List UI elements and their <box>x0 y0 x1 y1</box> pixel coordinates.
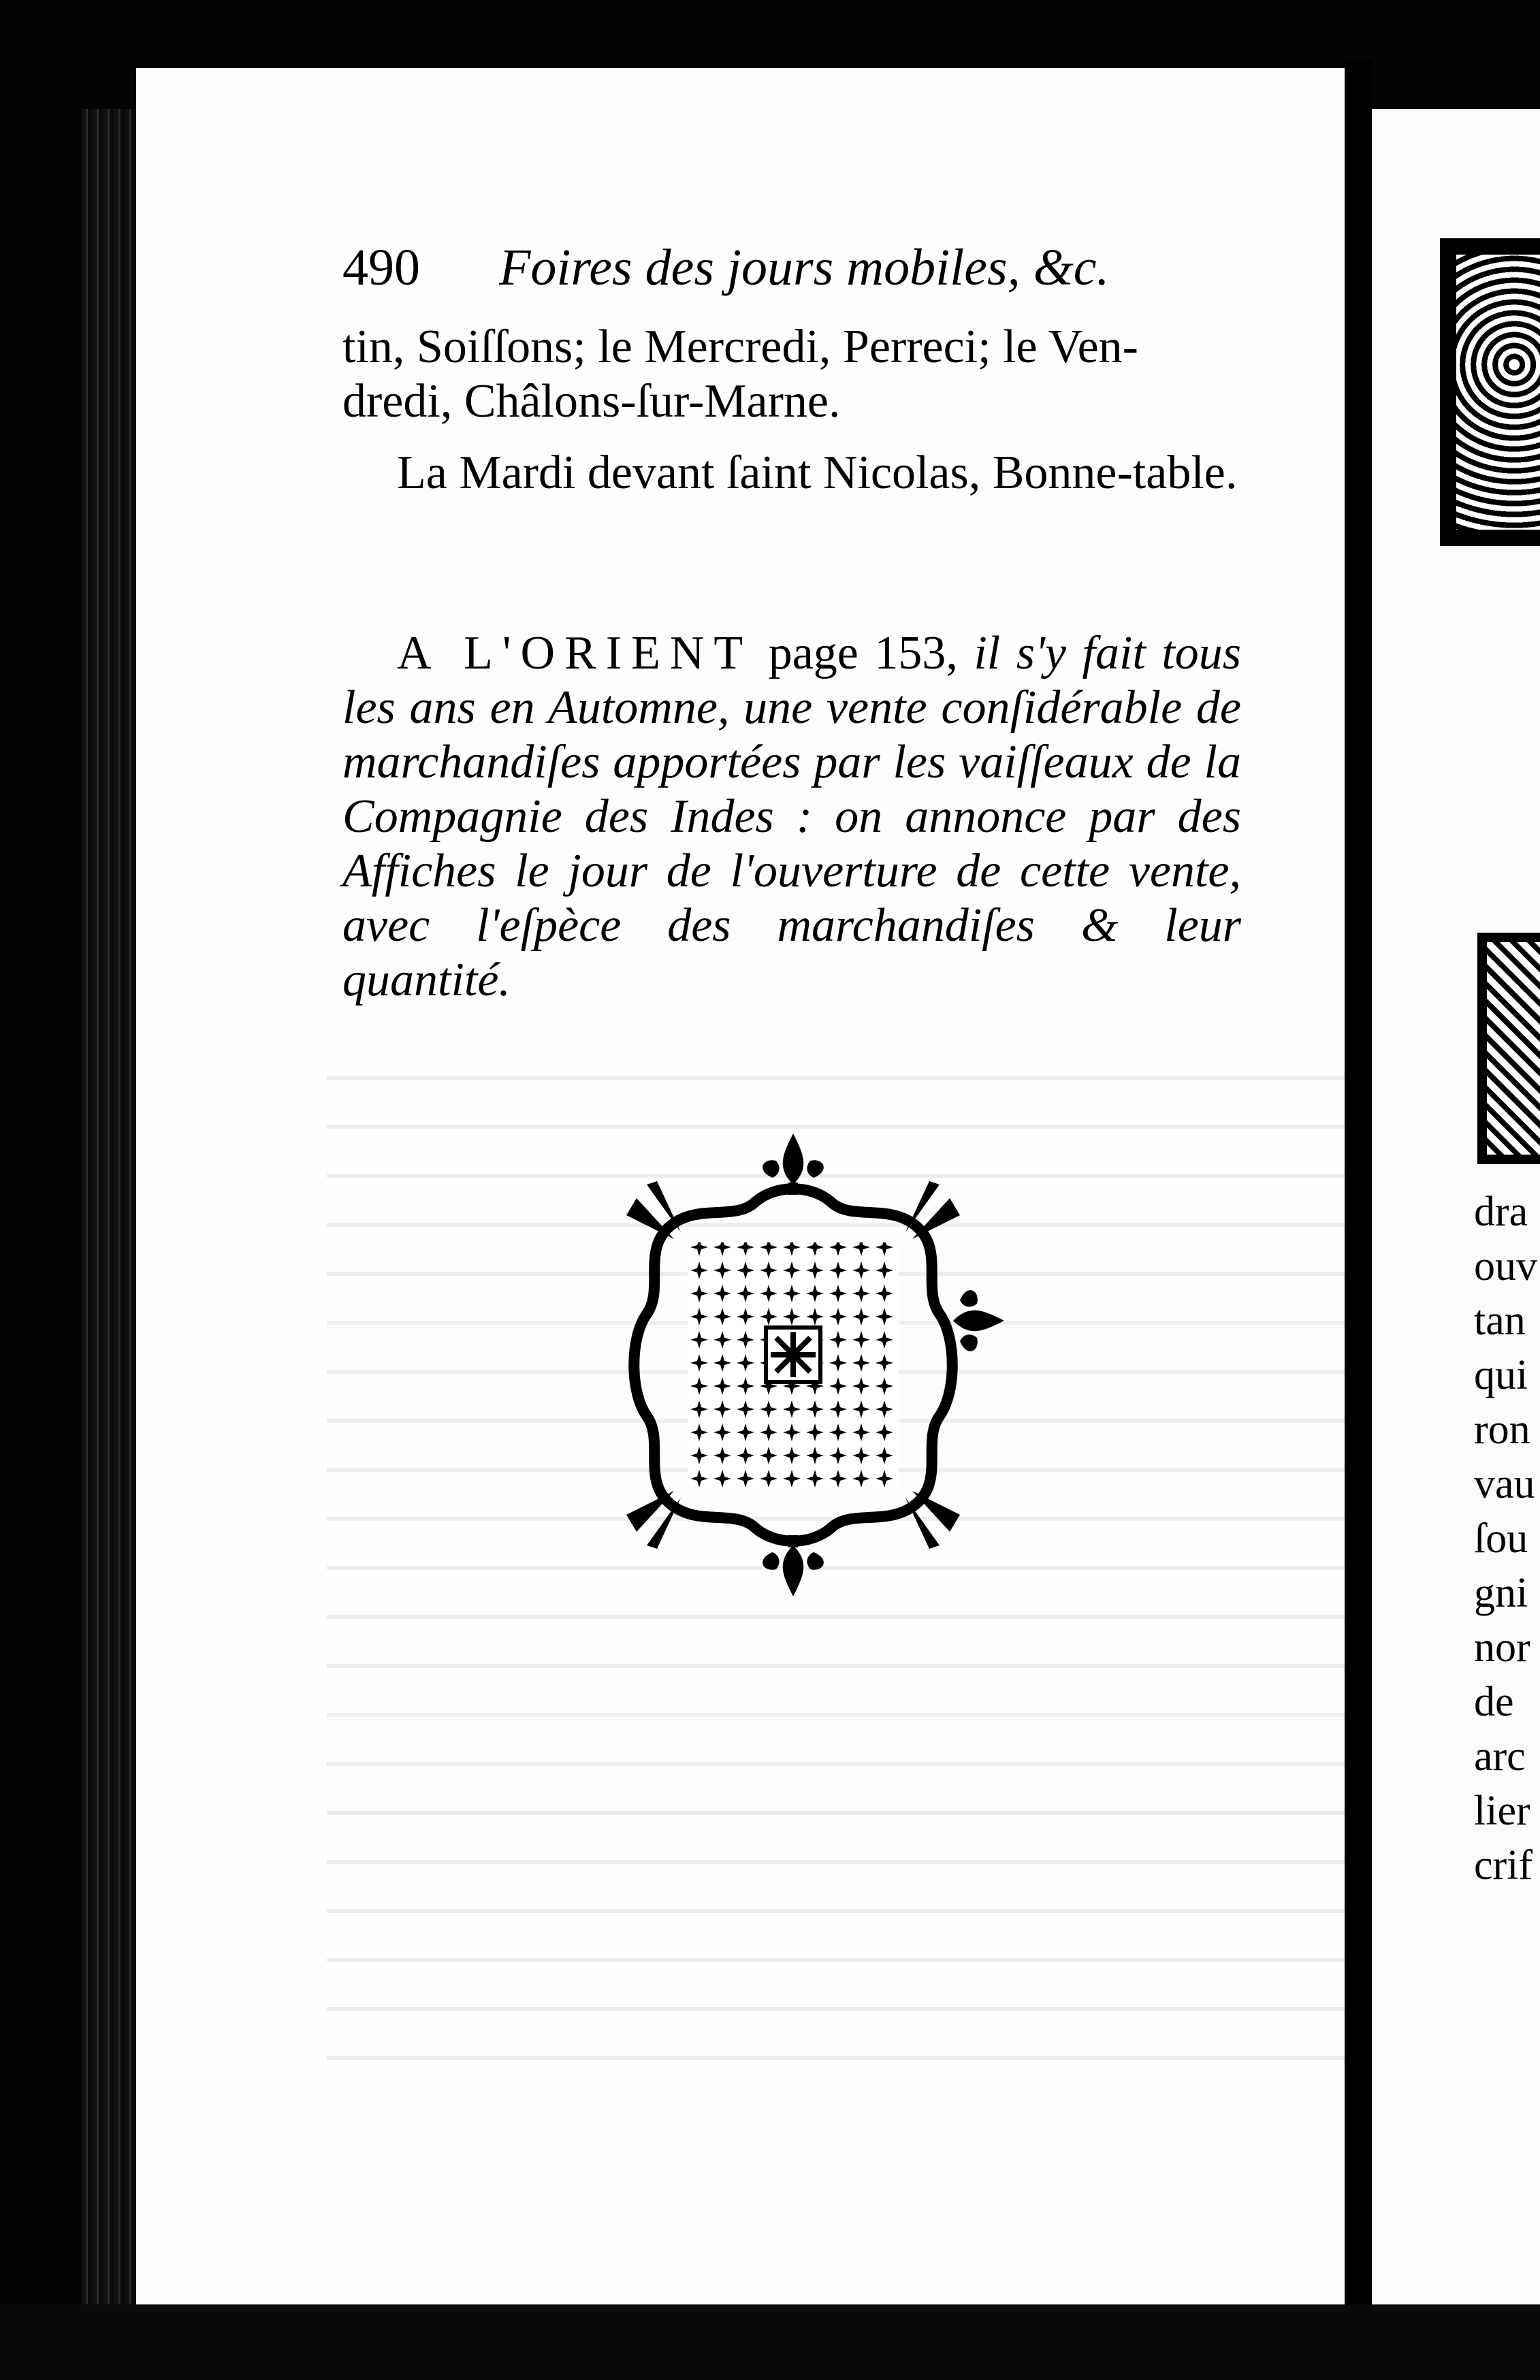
facing-page-text <box>1474 1185 1537 1893</box>
text-fragment: vau <box>1474 1461 1535 1507</box>
text-fragment: ſou <box>1474 1515 1528 1562</box>
book-gutter <box>1345 61 1372 2308</box>
text-fragment: gni <box>1474 1570 1528 1616</box>
page-reference: page 153, <box>768 627 958 679</box>
running-title: Foires des jours mobiles, &c. <box>499 239 1110 296</box>
text-fragment: qui <box>1474 1352 1528 1398</box>
facing-page <box>1372 109 1540 2308</box>
text-fragment: crif <box>1474 1842 1533 1888</box>
fleur-right-icon <box>953 1290 1004 1351</box>
decorated-initial <box>1477 933 1540 1164</box>
page-number: 490 <box>342 239 420 296</box>
paragraph-continuation <box>342 320 1241 429</box>
text-fragment: ron <box>1474 1406 1530 1453</box>
paragraph-lorient <box>342 626 1241 1008</box>
book-edge <box>82 109 136 2308</box>
paragraph-text: il s'y fait tous les ans en Automne, une vente conſidérable de marchandiſes apportées par les vaiſſeaux de la Compagnie des Indes : on annonce par des Affiches le jour de l'ouverture de cette vente, avec l'eſpèce des marchandiſes & leur quantité. <box>342 627 1242 1006</box>
fleuron-ornament <box>572 1120 1014 1610</box>
text-line: dredi, Châlons-ſur-Marne. <box>342 375 841 428</box>
text-fragment: tan <box>1474 1298 1526 1344</box>
paragraph-bonnetable: La Mardi devant ſaint Nicolas, Bonne-table. <box>397 447 1238 499</box>
text-fragment: de <box>1474 1679 1514 1725</box>
text-fragment: lier <box>1474 1788 1530 1834</box>
scan-bottom-edge <box>0 2304 1540 2380</box>
text-fragment: dra <box>1474 1189 1528 1235</box>
book-page <box>136 68 1345 2304</box>
headpiece-ornament <box>1440 238 1540 546</box>
text-fragment: ouv <box>1474 1243 1537 1289</box>
text-fragment: arc <box>1474 1733 1526 1780</box>
place-name: A L'ORIENT <box>397 627 753 679</box>
text-line: tin, Soiſſons; le Mercredi, Perreci; le Ven- <box>342 321 1138 373</box>
text-fragment: nor <box>1474 1624 1530 1671</box>
